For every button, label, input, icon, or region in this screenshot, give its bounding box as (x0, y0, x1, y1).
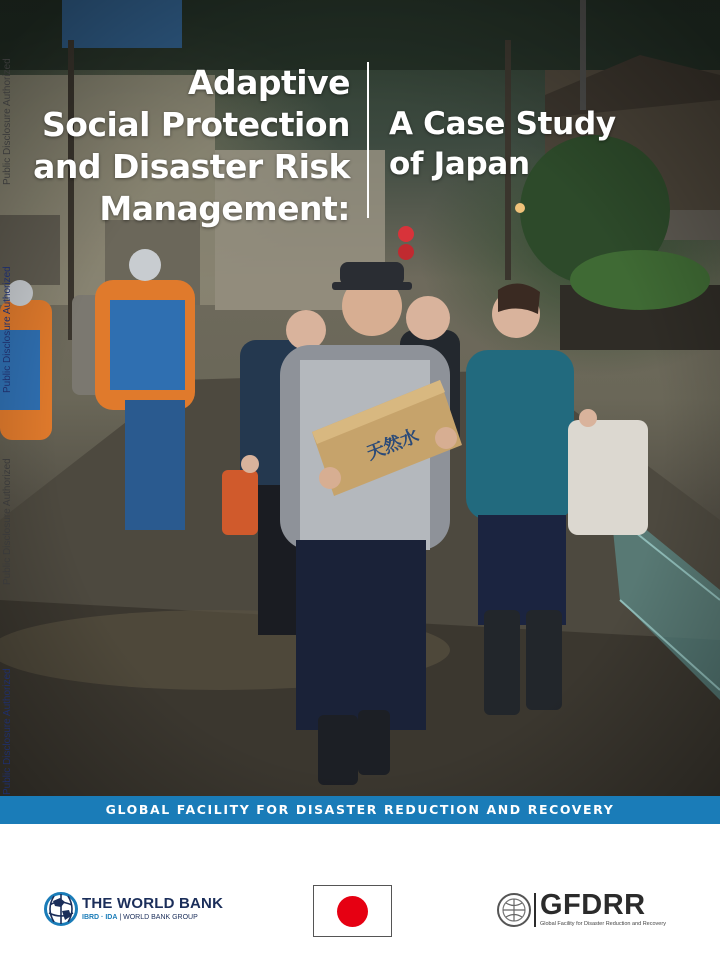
disclosure-stamp: Public Disclosure Authorized (2, 266, 13, 393)
cover-title (10, 62, 350, 230)
gfdrr-subtitle: Global Facility for Disaster Reduction and Recovery (540, 921, 666, 927)
cover-subtitle (389, 104, 649, 184)
gfdrr-banner: GLOBAL FACILITY FOR DISASTER REDUCTION AND RECOVERY (0, 796, 720, 824)
flag-disc (337, 896, 368, 927)
title-line: Adaptive (187, 63, 350, 102)
disclosure-stamp: Public Disclosure Authorized (2, 668, 13, 795)
title-line: and Disaster Risk (33, 147, 350, 186)
japan-flag (313, 885, 392, 937)
title-divider (367, 62, 369, 218)
logo-footer (0, 824, 720, 960)
globe-icon (496, 892, 532, 928)
globe-icon (44, 892, 78, 926)
world-bank-name: THE WORLD BANK (82, 895, 224, 912)
gfdrr-logo (496, 890, 676, 930)
title-line: Social Protection (42, 105, 350, 144)
disclosure-stamp: Public Disclosure Authorized (2, 58, 13, 185)
world-bank-logo (44, 892, 234, 928)
disclosure-stamp: Public Disclosure Authorized (2, 458, 13, 585)
subtitle-line: A Case Study (389, 106, 616, 142)
gfdrr-name: GFDRR (540, 889, 646, 921)
gfdrr-divider (534, 893, 536, 927)
title-line: Management: (99, 189, 350, 228)
subtitle-line: of Japan (389, 146, 530, 182)
world-bank-subtitle: IBRD · IDA | WORLD BANK GROUP (82, 914, 198, 921)
